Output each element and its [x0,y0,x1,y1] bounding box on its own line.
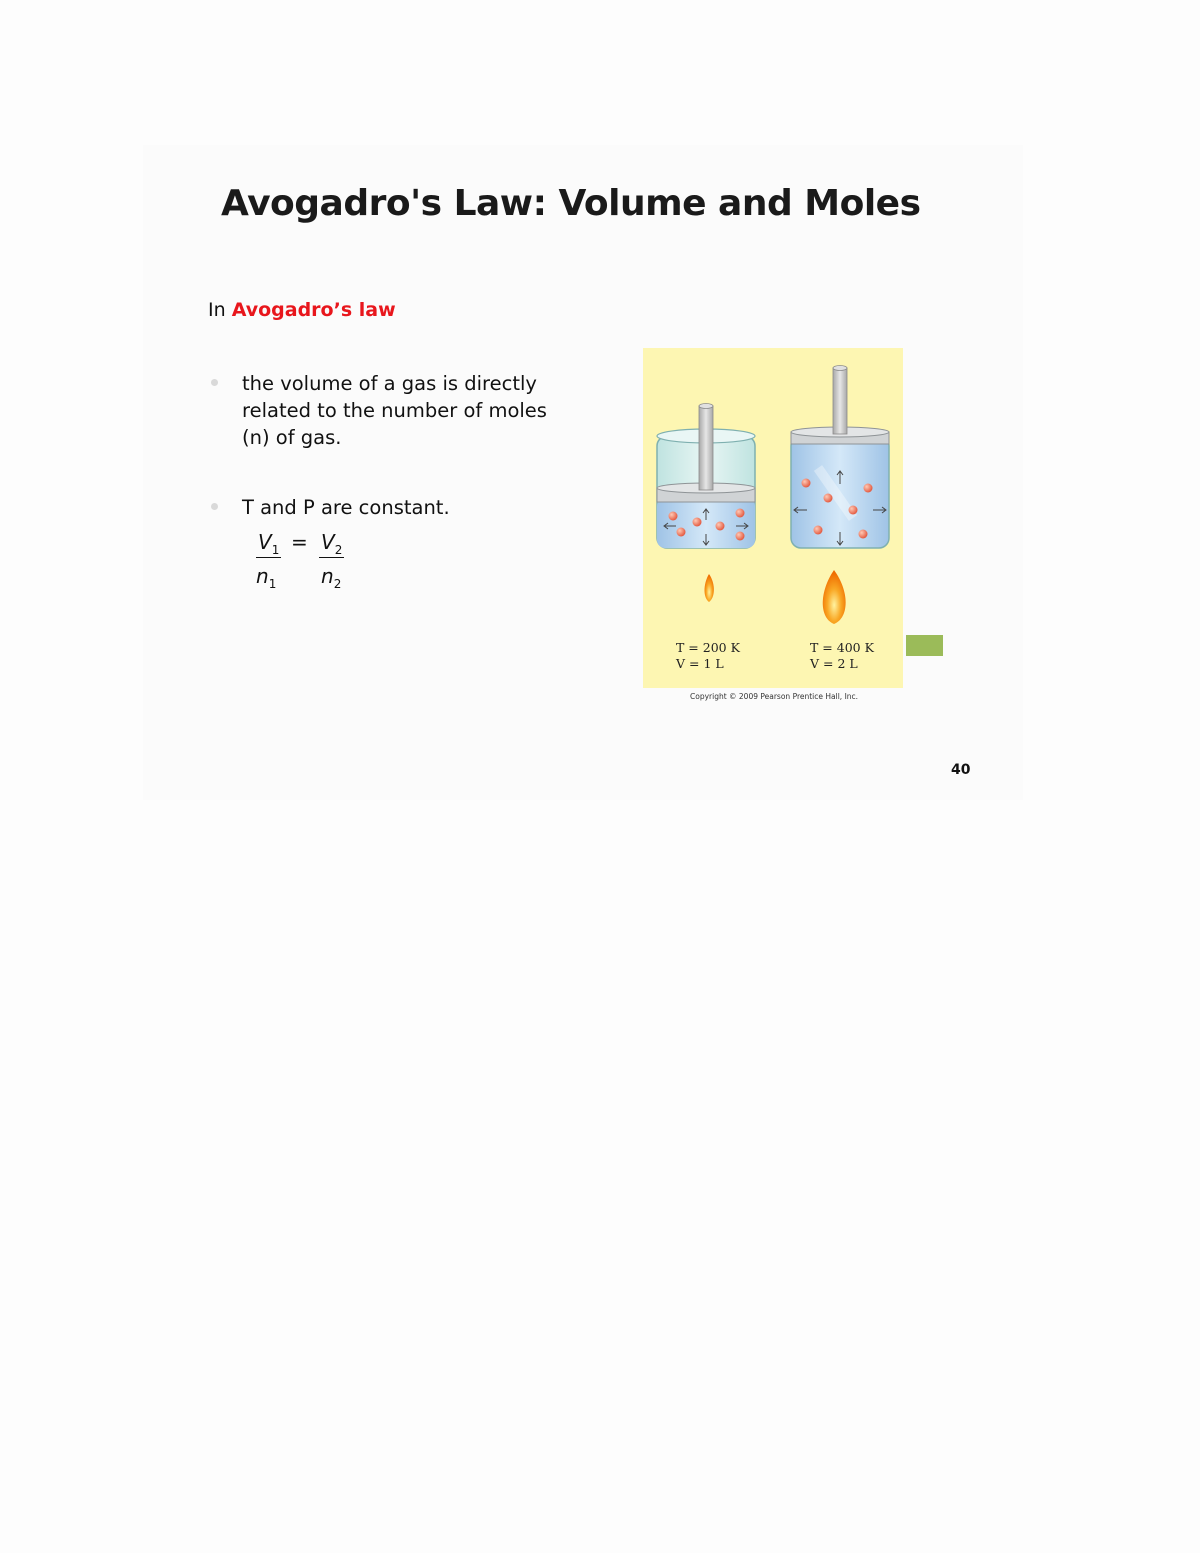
formula-v1: $V_1$ [258,530,280,557]
avogadro-formula [256,530,376,598]
small-flame-icon [705,574,714,602]
left-cylinder [657,404,755,549]
intro-line [208,299,396,321]
right-label: T = 400 K V = 2 L [810,640,874,671]
large-flame-icon [823,570,846,624]
bullet-dot-icon [211,379,218,386]
formula-n1: $n_1$ [256,564,277,591]
formula-equals: = [291,530,308,554]
page-number: 40 [951,762,971,778]
formula-v2: $V_2$ [321,530,343,557]
piston-illustration [643,348,903,688]
left-label: T = 200 K V = 1 L [676,640,740,671]
figure-copyright: Copyright © 2009 Pearson Prentice Hall, Inc. [690,692,859,701]
intro-prefix: In [208,299,232,321]
slide-title: Avogadro's Law: Volume and Moles [221,183,921,224]
bullet-item [211,494,571,521]
bullet-text: T and P are constant. [242,496,450,519]
piston-figure [643,348,903,688]
intro-highlight: Avogadro’s law [231,299,396,321]
bullet-item [211,370,571,451]
formula-n2: $n_2$ [321,564,342,591]
right-cylinder [791,366,889,549]
bullet-dot-icon [211,503,218,510]
accent-box [906,635,943,656]
bullet-text: the volume of a gas is directly related to the number of moles (n) of gas. [242,372,547,449]
